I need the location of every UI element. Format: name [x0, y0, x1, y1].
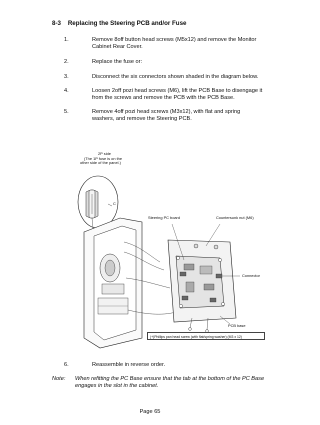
step-text: Remove 4off pozi head screws (M3x12), with flat and spring washers, and remove the Steering PCB. — [92, 109, 241, 123]
step-number: 2. — [64, 59, 69, 65]
fuse-caption-line-1: 2P side — [98, 151, 111, 156]
note-label: Note: — [52, 376, 66, 382]
section-number: 8-3 — [52, 20, 61, 27]
label-connector: Connector — [242, 273, 260, 278]
label-countersunk-nut: Countersunk nut (M6) — [216, 215, 254, 220]
step-number: 1. — [64, 37, 69, 43]
fuse-caption-line-2: (The 1P fuse is on the — [84, 155, 122, 161]
step-text: Replace the fuse or: — [92, 59, 143, 65]
step-text: Remove 8off button head screws (M5x12) and remove the Monitor Cabinet Rear Cover. — [92, 37, 257, 51]
step-text: Reassemble in reverse order. — [92, 362, 166, 368]
page-number: Page 65 — [139, 409, 161, 415]
step-number: 6. — [64, 362, 69, 368]
step-number: 4. — [64, 88, 69, 94]
step-number: 5. — [64, 109, 69, 115]
cabinet-drawing — [80, 212, 266, 350]
step-text: Disconnect the six connectors shown shaded in the diagram below. — [92, 74, 259, 80]
label-pcb-base: PCB base — [228, 323, 246, 328]
fuse-c-label: C — [113, 201, 116, 206]
steering-pc-board-shape — [176, 256, 224, 308]
step-text: Loosen 2off pozi head screws (M6), lift the PCB Base to disengage it from the screws and remove the PCB with the PCB Base. — [92, 88, 263, 102]
step-number: 3. — [64, 74, 69, 80]
section-title: Replacing the Steering PCB and/or Fuse — [67, 20, 187, 27]
section-heading — [52, 20, 186, 27]
fuse-caption-line-3: other side of the panel.) — [80, 160, 121, 166]
screw-note-box: (+)Phillips pan head screw (with flat/spring washer) (M3 x 12) — [147, 332, 265, 340]
note-text: When refitting the PC Base ensure that the tab at the bottom of the PC Base engages in the slot in the cabinet. — [75, 376, 265, 390]
steering-pcb-figure — [80, 212, 266, 350]
label-steering-pc-board: Steering PC board — [148, 215, 181, 220]
